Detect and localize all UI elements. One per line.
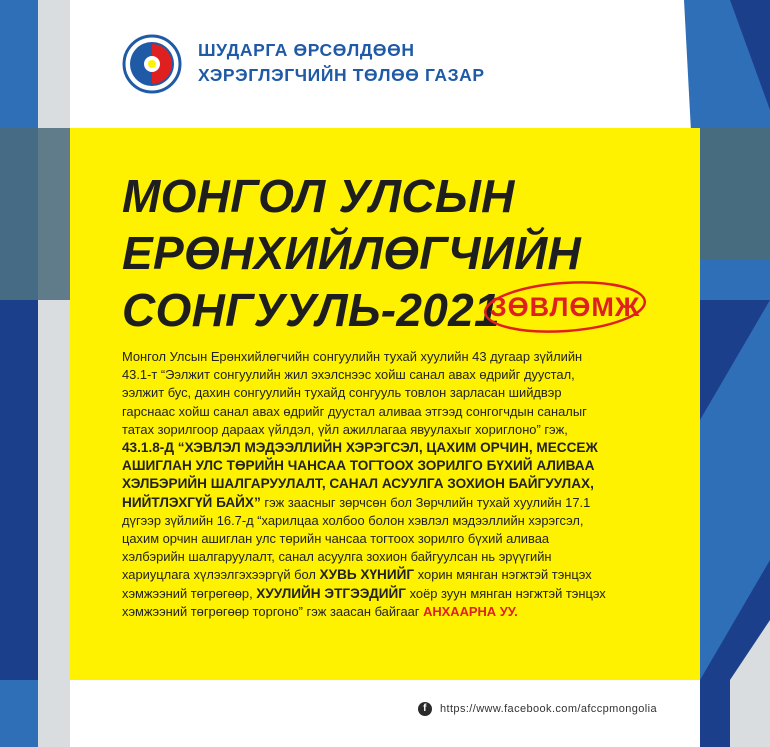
body-line: 43.1-т “Ээлжит сонгуулийн жил эхэлснээс хойш санал авах өдрийг дуустал, (122, 367, 575, 383)
footer (418, 700, 657, 718)
body-text (122, 348, 670, 621)
body-line-bold (122, 457, 670, 475)
body-line: татах зорилгоор дараах үйлдэл, үйл ажиллагаа явуулахыг хориглоно” гэж, (122, 421, 568, 437)
body-line-mixed (122, 603, 670, 621)
body-line: хэлбэрийн шалгаруулалт, санал асуулга зохион байгуулсан нь эрүүгийн (122, 549, 552, 565)
bold-text: НИЙТЛЭХГҮЙ БАЙХ” (122, 494, 261, 510)
badge-text: ЗӨВЛӨМЖ (489, 292, 641, 322)
facebook-icon: f (418, 702, 432, 716)
attention-text: АНХААРНА УУ. (423, 603, 518, 619)
bold-text: 43.1.8-Д “ХЭВЛЭЛ МЭДЭЭЛЛИЙН ХЭРЭГСЭЛ, ЦАХИМ ОРЧИН, МЕССЕЖ (122, 440, 598, 456)
bold-text: АШИГЛАН УЛС ТӨРИЙН ЧАНСАА ТОГТООХ ЗОРИЛГО БҮХИЙ АЛИВАА (122, 458, 595, 474)
body-text-span: хоёр зуун мянган нэгжтэй тэнцэх (406, 585, 606, 601)
bold-text: ХУУЛИЙН ЭТГЭЭДИЙГ (256, 585, 407, 601)
title-line1: МОНГОЛ УЛСЫН (122, 170, 515, 222)
body-line-mixed (122, 585, 670, 603)
agency-logo-icon (122, 34, 182, 94)
body-line-bold (122, 439, 670, 457)
bold-text: ХЭЛБЭРИЙН ШАЛГАРУУЛАЛТ, САНАЛ АСУУЛГА ЗОХИОН БАЙГУУЛАХ, (122, 476, 594, 492)
body-line-mixed (122, 494, 670, 512)
recommendation-badge (480, 277, 650, 337)
body-line: гарснаас хойш санал авах өдрийг дуустал аливаа этгээд сонгогчдын саналыг (122, 403, 587, 419)
body-text-span: гэж заасныг зөрчсөн бол Зөрчлийн тухай хуулийн 17.1 (260, 494, 591, 510)
organization-name-line2: ХЭРЭГЛЭГЧИЙН ТӨЛӨӨ ГАЗАР (198, 65, 485, 85)
body-line: дүгээр зүйлийн 16.7-д “харилцаа холбоо болон хэвлэл мэдээллийн хэрэгсэл, (122, 512, 584, 528)
organization-name (198, 38, 485, 88)
body-text-span: хорин мянган нэгжтэй тэнцэх (414, 567, 592, 583)
body-line: Монгол Улсын Ерөнхийлөгчийн сонгуулийн тухай хуулийн 43 дугаар зүйлийн (122, 349, 583, 364)
body-line: цахим орчин ашиглан улс төрийн чансаа тогтоох зорилго бүхий аливаа (122, 531, 550, 547)
organization-name-line1: ШУДАРГА ӨРСӨЛДӨӨН (198, 40, 415, 60)
title-line2: ЕРӨНХИЙЛӨГЧИЙН (122, 227, 581, 279)
body-line-bold (122, 475, 670, 493)
bold-text: ХУВЬ ХҮНИЙГ (319, 567, 415, 583)
facebook-link[interactable]: https://www.facebook.com/afccpmongolia (440, 703, 657, 715)
title-line3: СОНГУУЛЬ-2021 (122, 284, 500, 336)
body-line: ээлжит бус, дахин сонгуулийн тухайд сонгууль товлон зарласан шийдвэр (122, 385, 562, 401)
body-text-span: хэмжээний төгрөгөөр, (122, 585, 257, 601)
body-text-span: хариуцлага хүлээлгэхээргүй бол (122, 567, 320, 583)
body-line-mixed (122, 566, 670, 584)
body-text-span: хэмжээний төгрөгөөр торгоно” гэж заасан байгааг (122, 603, 424, 619)
